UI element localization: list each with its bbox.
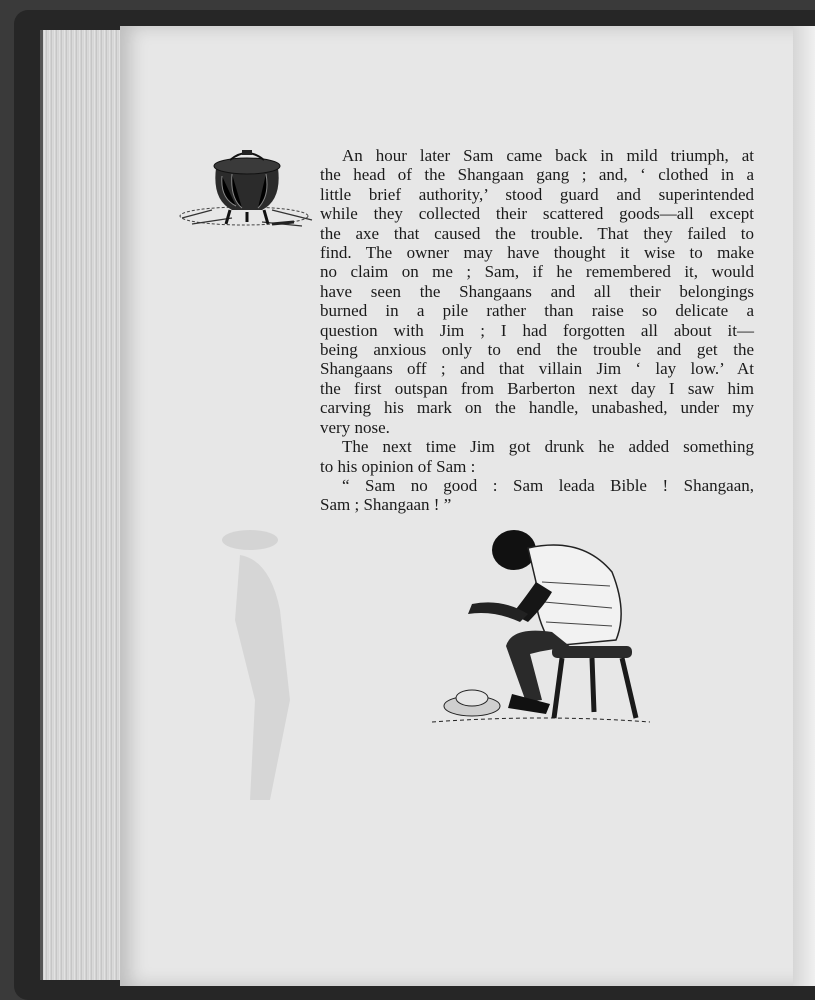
text-line: being anxious only to end the trouble and get the bbox=[320, 340, 754, 360]
text-line: to his opinion of Sam : bbox=[320, 456, 476, 476]
text-line: Sam ; Shangaan ! ” bbox=[320, 495, 452, 515]
seated-man-reading-icon bbox=[432, 522, 650, 732]
text-line: carving his mark on the handle, unabashed, under my bbox=[320, 398, 754, 418]
cooking-pot-icon bbox=[172, 138, 320, 238]
page-text bbox=[320, 146, 754, 515]
text-line: The next time Jim got drunk he added something bbox=[342, 437, 754, 457]
text-line: question with Jim ; I had forgotten all about it— bbox=[320, 320, 754, 340]
opposite-page-edge bbox=[793, 26, 815, 986]
show-through-figure-icon bbox=[210, 520, 330, 810]
text-line: Shangaans off ; and that villain Jim ‘ lay low.’ At bbox=[320, 359, 754, 379]
text-line: “ Sam no good : Sam leada Bible ! Shangaan, bbox=[342, 475, 754, 495]
text-line: little brief authority,’ stood guard and superintended bbox=[320, 184, 754, 204]
text-line: the axe that caused the trouble. That they failed to bbox=[320, 223, 754, 243]
text-line: have seen the Shangaans and all their belongings bbox=[320, 281, 754, 301]
text-line: very nose. bbox=[320, 417, 390, 437]
text-line: find. The owner may have thought it wise to make bbox=[320, 243, 754, 263]
text-line: the first outspan from Barberton next day I saw him bbox=[320, 378, 754, 398]
text-line: the head of the Shangaan gang ; and, ‘ clothed in a bbox=[320, 165, 754, 185]
text-line: while they collected their scattered goods—all except bbox=[320, 204, 754, 224]
text-line: burned in a pile rather than raise so delicate a bbox=[320, 301, 754, 321]
text-line: no claim on me ; Sam, if he remembered it, would bbox=[320, 262, 754, 282]
text-line: An hour later Sam came back in mild triumph, at bbox=[342, 146, 754, 165]
